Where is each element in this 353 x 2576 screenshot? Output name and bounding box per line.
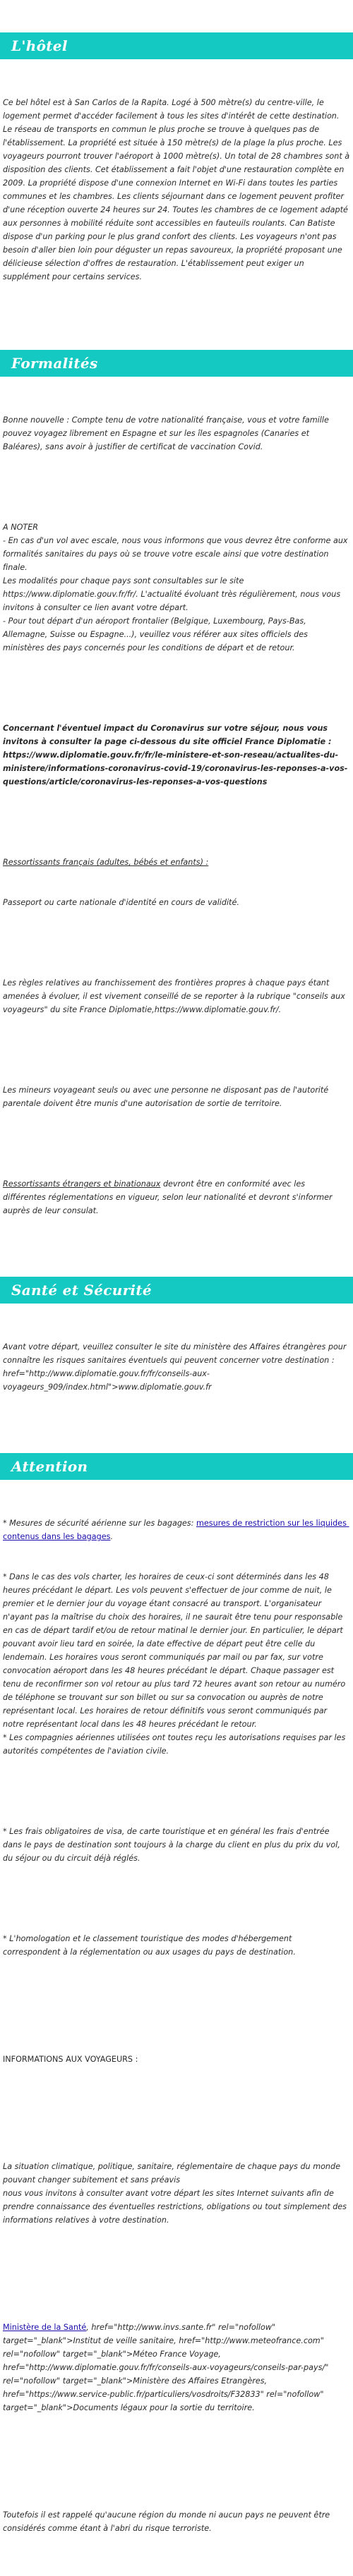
formalites-paragraph: devront être en conformité avec les différentes réglementations en vigueur, selon leur nationalité et devront s'informer auprès de leur consulat. — [3, 1179, 335, 1215]
ministere-sante-link[interactable]: Ministère de la Santé — [3, 2323, 87, 2332]
attention-paragraph: . — [110, 1532, 114, 1541]
formalites-paragraph: Bonne nouvelle : Compte tenu de votre nationalité française, vous et votre famille pouvez voyagez librement en Espagne et sur les îles espagnoles (Canaries et Baléares), sans avoir à justifier de certificat de vaccination Covid. — [3, 415, 332, 451]
hotel-description — [0, 69, 353, 310]
attention-paragraph: * Les frais obligatoires de visa, de carte touristique et en général les frais d'entrée dans le pays de destination sont toujours à la charge du client en plus du prix du vol, du séjour ou du circuit déjà réglés. — [3, 1827, 343, 1863]
sante-content — [0, 1313, 353, 1421]
formalites-paragraph: Passeport ou carte nationale d'identité en cours de validité. — [3, 898, 239, 907]
travel-info-heading: INFORMATIONS AUX VOYAGEURS : — [3, 2055, 138, 2064]
section-hotel — [0, 32, 353, 310]
sante-paragraph: Avant votre départ, veuillez consulter le site du ministère des Affaires étrangères pour connaître les risques sanitaires éventuels qui peuvent concerner votre destination : href="http://www.diplomatie.gouv.fr/fr/conseils-aux-voyageurs_909/index.html">www.diplomatie.gouv.fr — [3, 1342, 349, 1392]
section-title-formalites: Formalités — [11, 355, 98, 372]
section-header-attention — [0, 1453, 353, 1480]
section-formalites — [0, 350, 353, 1244]
formalites-subheading: Ressortissants étrangers et binationaux — [3, 1179, 161, 1189]
attention-paragraph: * Mesures de sécurité aérienne sur les bagages: — [3, 1519, 196, 1528]
section-title-hotel: L'hôtel — [11, 37, 68, 54]
section-header-formalites — [0, 350, 353, 377]
formalites-paragraph: Les mineurs voyageant seuls ou avec une personne ne disposant pas de l'autorité parentale doivent être munis d'une autorisation de sortie de territoire. — [3, 1086, 331, 1108]
liquids-restriction-link[interactable]: mesures de restriction sur les liquides contenus dans les bagages — [3, 1519, 349, 1541]
formalites-paragraph: Les règles relatives au franchissement des frontières propres à chaque pays étant amenées à évoluer, il est vivement conseillé de se reporter à la rubrique "conseils aux voyageurs" du site France Diplomatie,https://www.diplomatie.gouv.fr/. — [3, 978, 348, 1014]
attention-paragraph: * Dans le cas des vols charter, les horaires de ceux-ci sont déterminés dans les 48 heures précédant le départ. Les vols peuvent s'effectuer de jour comme de nuit, le premier et le dernier jour du voyage étant consacré au transport. L'organisateur n'ayant pas la maîtrise du choix des horaires, il ne saurait être tenu pour responsable en cas de départ tardif et/ou de retour matinal le dernier jour. En particulier, le départ pouvant avoir lieu tard en soirée, la date effective de départ peut être celle du lendemain. Les horaires vous seront communiqués par mail ou par fax, sur votre convocation aéroport dans les 48 heures précédant le départ. Chaque passager est tenu de reconfirmer son vol retour au plus tard 72 heures avant son retour au numéro de téléphone se trouvant sur son billet ou sur sa convocation ou auprès de notre représentant local. Les horaires de retour définitifs vous seront communiqués par notre représentant local dans les 48 heures précédant le retour. * Les compagnies aériennes utilisées ont toutes reçu les autorisations requises par les autorités compétentes de l'aviation civile. — [3, 1572, 346, 1756]
section-sante — [0, 1277, 353, 1421]
attention-paragraph: * L'homologation et le classement touristique des modes d'hébergement correspondent à la réglementation ou aux usages du pays de destination. — [3, 1934, 296, 1957]
formalites-subheading: Ressortissants français (adultes, bébés et enfants) : — [3, 858, 209, 867]
hotel-description-text: Ce bel hôtel est à San Carlos de la Rapita. Logé à 500 mètre(s) du centre-ville, le logement permet d'accéder facilement à tous les sites d'intérêt de cette destination. Le réseau de transports en commun le plus proche se trouve à quelques pas de l'établissement. La propriété est située à 150 mètre(s) de la plage la plus proche. Les voyageurs pourront trouver l'aéroport à 1000 mètre(s). Un total de 28 chambres sont à disposition des clients. Cet établissement a fait l'objet d'une restauration complète en 2009. La propriété dispose d'une connexion Internet en Wi-Fi dans toutes les parties communes et les chambres. Les clients séjournant dans ce logement peuvent profiter d'une réception ouverte 24 heures sur 24. Toutes les chambres de ce logement adapté aux personnes à mobilité réduite sont accessibles en fauteuils roulants. Can Batiste dispose d'un parking pour le plus grand confort des clients. Les voyageurs n'ont pas besoin d'aller bien loin pour déguster un repas savoureux, la propriété proposant une délicieuse sélection d'offres de restauration. L'établissement peut exiger un supplément pour certains services. — [3, 98, 352, 281]
section-title-sante: Santé et Sécurité — [11, 1282, 152, 1299]
section-title-attention: Attention — [11, 1458, 88, 1475]
attention-content — [0, 1490, 353, 2562]
formalites-content — [0, 387, 353, 1244]
formalites-covid-notice: Concernant l'éventuel impact du Coronavirus sur votre séjour, nous vous invitons à consulter la page ci-dessous du site officiel France Diplomatie : https://www.diplomatie.gouv.fr/fr/le-ministere-et-son-reseau/actualites-du-ministere/informations-coronavirus-covid-19/coronavirus-les-reponses-a-vos-questions/article/coronavirus-les-reponses-a-vos-questions — [3, 724, 348, 786]
section-header-hotel — [0, 32, 353, 59]
section-attention — [0, 1453, 353, 2562]
formalites-paragraph: A NOTER - En cas d'un vol avec escale, nous vous informons que vous devrez être conforme aux formalités sanitaires du pays où se trouve votre escale ainsi que votre destination finale. Les modalités pour chaque pays sont consultables sur le site https://www.diplomatie.gouv.fr/fr/. L'actualité évoluant très régulièrement, nous vous invitons à consulter ce lien avant votre départ. - Pour tout départ d'un aéroport frontalier (Belgique, Luxembourg, Pays-Bas, Allemagne, Suisse ou Espagne...), veuillez vous référer aux sites officiels des ministères des pays concernés pour les conditions de départ et de retour. — [3, 523, 348, 652]
attention-paragraph: , href="http://www.invs.sante.fr" rel="nofollow" target="_blank">Institut de veille sanitaire, href="http://www.meteofrance.com" rel="nofollow" target="_blank">Méteo France Voyage, href="http://www.diplomatie.gouv.fr/fr/conseils-aux-voyageurs/conseils-par-pays/" rel="nofollow" target="_blank">Ministère des Affaires Etrangères, href="https://www.service-public.fr/particuliers/vosdroits/F32833" rel="nofollow" target="_blank">Documents légaux pour la sortie du territoire. — [3, 2323, 331, 2412]
section-header-sante — [0, 1277, 353, 1304]
attention-paragraph: Toutefois il est rappelé qu'aucune région du monde ni aucun pays ne peuvent être considérés comme étant à l'abri du risque terroriste. — [3, 2510, 333, 2533]
attention-paragraph: La situation climatique, politique, sanitaire, réglementaire de chaque pays du monde pouvant changer subitement et sans préavis nous vous invitons à consulter avant votre départ les sites Internet suivants afin de prendre connaissance des éventuelles restrictions, obligations ou tout simplement des informations relatives à votre destination. — [3, 2162, 347, 2225]
